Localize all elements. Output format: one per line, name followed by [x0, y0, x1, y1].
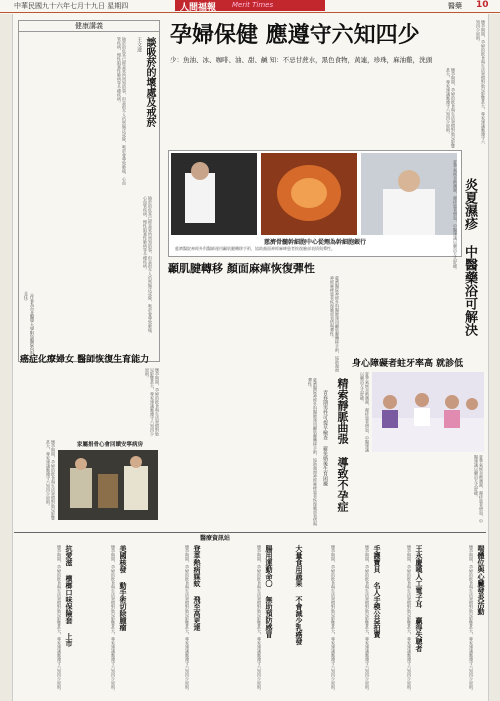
- health-lecture-author-note: （作者為台北醫學大學附設醫院內科主任）: [24, 291, 35, 355]
- cancer-body-side: 懷孕期間，孕婦的飲食與生活習慣對胎兒影響甚大，專家建議應遵守六知四少原則。: [46, 440, 56, 520]
- info-item-4-body: 懷孕期間，孕婦的飲食與生活習慣對胎兒影響甚大，專家建議應遵守六知四少原則。: [331, 545, 336, 693]
- dental-body: 夏季氣候炎熱潮濕，濕疹患者增加，中醫建議以藥浴方式舒緩。: [474, 455, 484, 523]
- lead-body-right: 懷孕期間，孕婦的飲食與生活習慣對胎兒影響甚大，專家建議應遵守六知四少原則。: [476, 20, 486, 144]
- masthead-logo: 人間福報: [180, 3, 217, 13]
- left-margin-strip: [0, 14, 13, 701]
- health-lecture-body-bottom: 抽菸的危害已經是眾所周知的事，但是很多人仍然無法戒除，吸菸會導致肺癌、心血管疾病、慢性阻塞性肺病等多種疾病。: [143, 196, 153, 336]
- info-item-5: 腸用運動命〇 無助預防感冒: [265, 545, 274, 638]
- health-lecture-headline: 談吸菸的壞處及戒菸: [144, 37, 155, 127]
- lead-body: 懷孕期間，孕婦的飲食與生活習慣對胎兒影響甚大，專家建議應遵守六知四少原則。: [446, 68, 456, 148]
- info-item-7-body: 懷孕期間，孕婦的飲食與生活習慣對胎兒影響甚大，專家建議應遵守六知四少原則。: [111, 545, 116, 693]
- info-item-8: 抗愛滋 檳榔口味保險套 上市: [65, 545, 74, 647]
- lead-subheadline: 少：魚油、冰、咖啡、油、甜、鹹 知：不忌甘蔗水，黑色食物，黃連，珍珠，麻油雞，洗頭: [170, 56, 433, 64]
- section-name: 醫藥: [448, 2, 462, 10]
- info-item-8-body: 懷孕期間，孕婦的飲食與生活習慣對胎兒影響甚大，專家建議應遵守六知四少原則。: [57, 545, 62, 693]
- info-item-1-body: 懷孕期間，孕婦的飲食與生活習慣對胎兒影響甚大，專家建議應遵守六知四少原則。: [469, 545, 474, 693]
- feature-photo-note: 慈濟醫院神經外科醫師運用顳肌腱轉移手術，協助顏面神經麻痺患者恢復臉部表情與彈性。: [175, 246, 335, 251]
- masthead-english: Merit Times: [232, 1, 274, 9]
- info-item-3-body: 懷孕期間，孕婦的飲食與生活習慣對胎兒影響甚大，專家建議應遵守六知四少原則。: [365, 545, 370, 693]
- info-item-1: 喘體位與心臟發炎活動: [477, 545, 486, 615]
- page-number: 10: [476, 0, 489, 10]
- info-item-3: 手護寶貝 名人手模公益拍賣: [373, 545, 382, 638]
- feature-headline: 顳肌腱轉移 顏面麻痺恢復彈性: [168, 262, 315, 275]
- eczema-body: 夏季氣候炎熱潮濕，濕疹患者增加，中醫建議以藥浴方式舒緩。: [453, 160, 458, 272]
- varicocele-body: 慈濟醫院神經外科醫師運用顳肌腱轉移手術，協助顏面神經麻痺患者恢復臉部表情與彈性。: [308, 378, 318, 526]
- varicocele-subhead: 青春期男性可提早檢查 避免婚後生育困擾: [322, 390, 328, 486]
- varicocele-headline: 精索靜脈曲張 導致不孕症: [336, 378, 349, 512]
- dental-caption: 夏季氣候炎熱潮濕，濕疹患者增加，中醫建議以藥浴方式舒緩。: [360, 372, 370, 452]
- feature-photo-caption: 慈濟骨髓幹細胞中心從劑為幹細胞銀行: [263, 239, 366, 246]
- health-lecture-box: [18, 20, 160, 362]
- right-margin-strip: [488, 14, 500, 701]
- info-station-title: 醫療資訊站: [200, 535, 231, 542]
- hospice-caption: 家屬捐骨心會回饋安寧病房: [76, 442, 143, 448]
- info-item-4: 大量食用蔬果 不會減少乳癌發: [295, 545, 304, 645]
- info-item-2-body: 懷孕期間，孕婦的飲食與生活習慣對胎兒影響甚大，專家建議應遵守六知四少原則。: [407, 545, 412, 693]
- issue-date: 中華民國九十六年七月十九日 星期四: [14, 2, 129, 10]
- health-lecture-body-top: 抽菸的危害已經是眾所周知的事，但是很多人仍然無法戒除，吸菸會導致肺癌、心血管疾病、慢性阻塞性肺病等多種疾病。: [117, 37, 127, 185]
- info-item-5-body: 懷孕期間，孕婦的飲食與生活習慣對胎兒影響甚大，專家建議應遵守六知四少原則。: [257, 545, 262, 693]
- photo-dental-event: [372, 372, 484, 452]
- info-item-6-body: 懷孕期間，孕婦的飲食與生活習慣對胎兒影響甚大，專家建議應遵守六知四少原則。: [185, 545, 190, 693]
- info-item-6: 登革熱病媒蚊 飛至高更達: [193, 545, 202, 631]
- bottom-divider: [14, 532, 486, 533]
- lead-headline: 孕婦保健 應遵守六知四少: [170, 22, 420, 48]
- dental-headline: 身心障礙者蛀牙率高 就診低: [352, 359, 464, 369]
- cancer-headline: 癌症化療婦女 醫師恢復生育能力: [20, 355, 150, 365]
- health-lecture-author: 王文達: [136, 37, 142, 52]
- feature-body: 慈濟醫院神經外科醫師運用顳肌腱轉移手術，協助顏面神經麻痺患者恢復臉部表情與彈性。: [330, 276, 340, 372]
- cancer-body: 懷孕期間，孕婦的飲食與生活習慣對胎兒影響甚大，專家建議應遵守六知四少原則。: [145, 368, 160, 436]
- info-item-7: 美國核發 動手術切除腫瘤: [119, 545, 128, 631]
- info-item-2: 王永慶嘆人工電子耳 贏得失聰者: [415, 545, 424, 652]
- health-lecture-title: 健康講義: [19, 21, 159, 32]
- eczema-headline: 炎夏濕疹 中醫藥浴可解決: [462, 178, 477, 336]
- photo-hospice: [58, 450, 158, 520]
